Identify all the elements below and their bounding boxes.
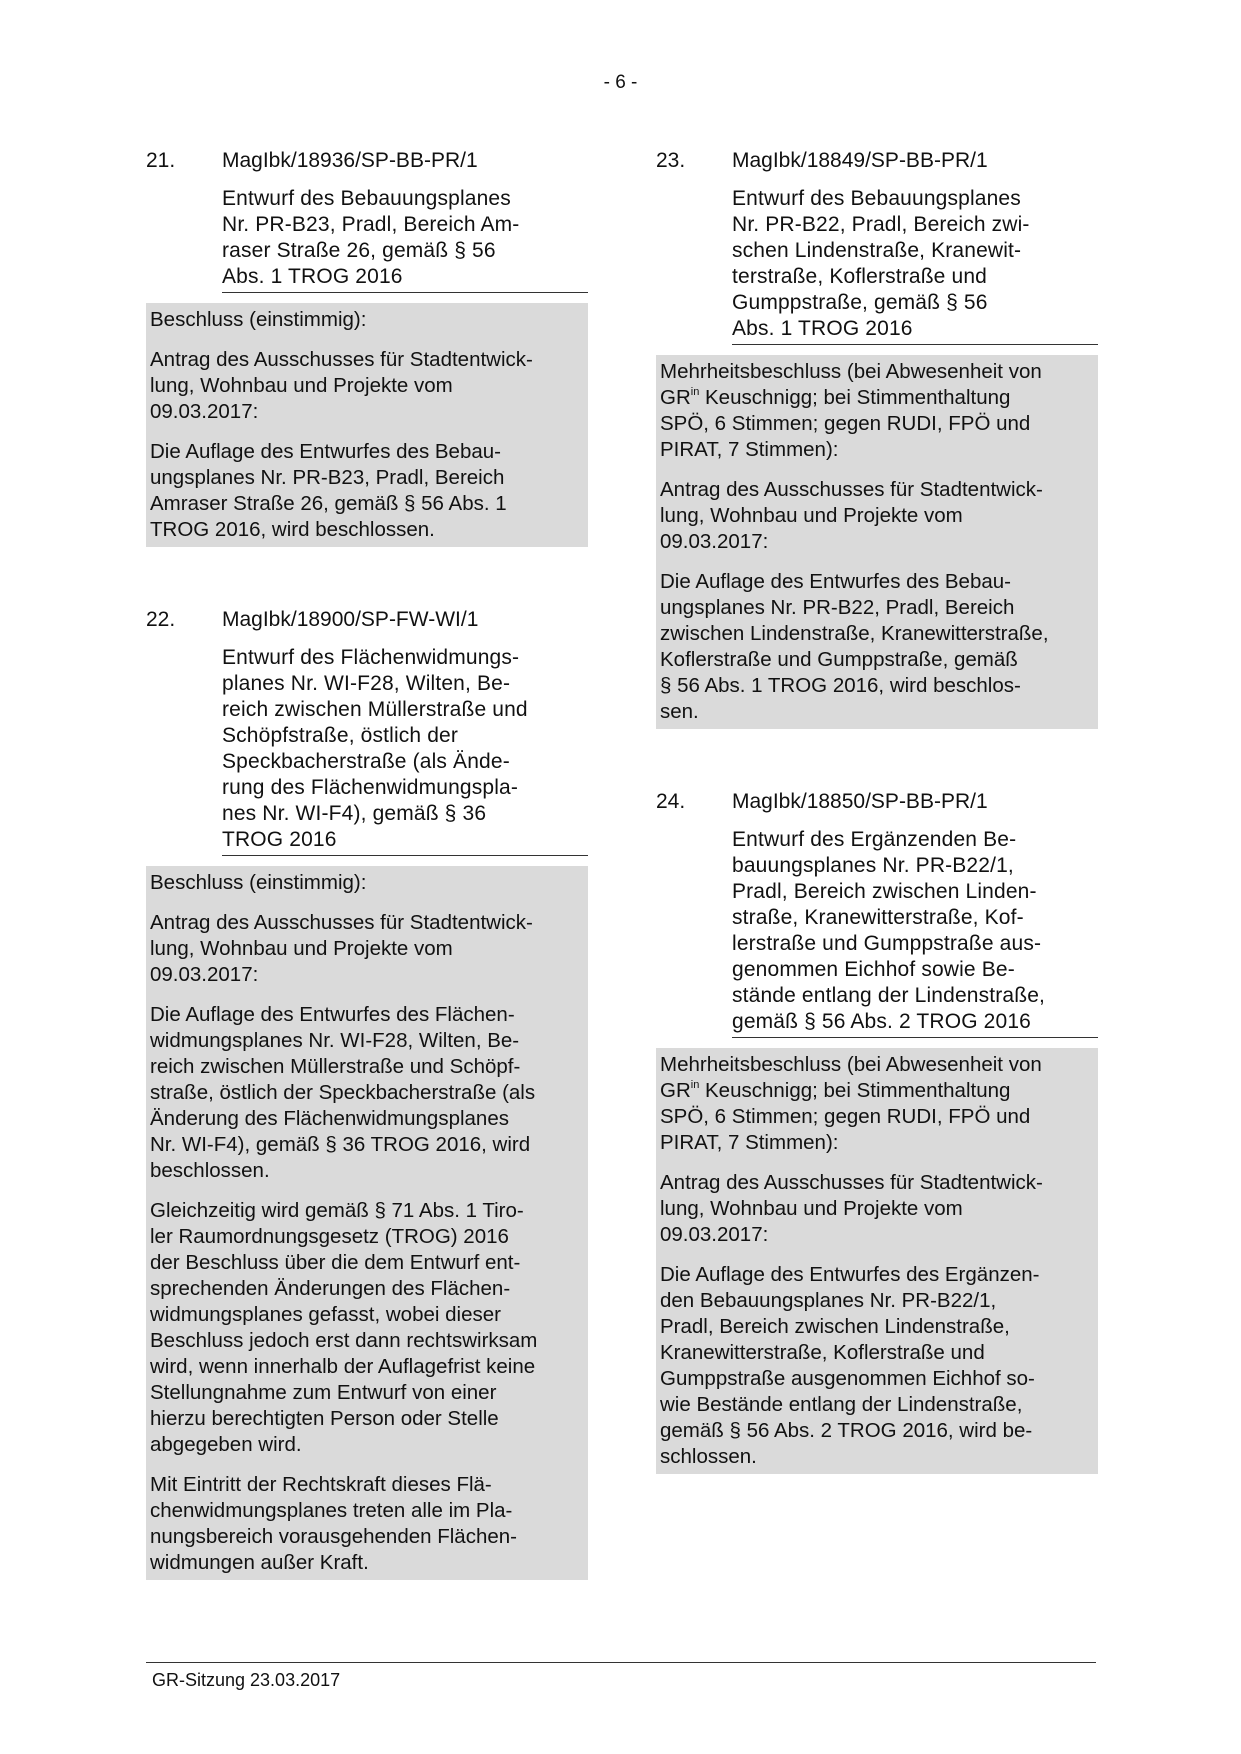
resolution-paragraph: Die Auflage des Entwurfes des Bebau- ungsplanes Nr. PR-B23, Pradl, Bereich Amraser Straße 26, gemäß § 56 Abs. 1 TROG 2016, wird beschlossen. [150, 440, 507, 541]
footer-session-label: GR-Sitzung 23.03.2017 [152, 1670, 341, 1690]
item-code: MagIbk/18850/SP-BB-PR/1 [732, 790, 988, 813]
motion-paragraph: Antrag des Ausschusses für Stadtentwick- lung, Wohnbau und Projekte vom 09.03.2017: [660, 478, 1043, 553]
item-number: 21. [146, 149, 176, 172]
right-column [656, 148, 1098, 1474]
agenda-item-23 [656, 148, 1098, 729]
resolution-paragraph: Die Auflage des Entwurfes des Ergänzen- den Bebauungsplanes Nr. PR-B22/1, Pradl, Bereich zwischen Lindenstraße, Kranewitterstraße, Koflerstraße und Gumppstraße ausgenommen Eichhof so- wie Bestände entlang der Lindenstraße, gemäß § 56 Abs. 2 TROG 2016, wird be- schlossen. [660, 1263, 1040, 1468]
item-code: MagIbk/18900/SP-FW-WI/1 [222, 608, 479, 631]
page-number: - 6 - [603, 72, 638, 93]
decision-block [656, 1048, 1098, 1474]
item-title: Entwurf des Bebauungsplanes Nr. PR-B23, Pradl, Bereich Am- raser Straße 26, gemäß § 56 Abs. 1 TROG 2016 [222, 186, 588, 293]
decision-type: Mehrheitsbeschluss (bei Abwesenheit von $GR^{in}$ Keuschnigg; bei Stimmenthaltung SPÖ, 6 Stimmen; gegen RUDI, FPÖ und PIRAT, 7 Stimmen): [660, 1053, 1042, 1154]
resolution-paragraph: Die Auflage des Entwurfes des Bebau- ungsplanes Nr. PR-B22, Pradl, Bereich zwischen Lindenstraße, Kranewitterstraße, Koflerstraße und Gumppstraße, gemäß § 56 Abs. 1 TROG 2016, wird beschlos- sen. [660, 570, 1049, 723]
motion-paragraph: Antrag des Ausschusses für Stadtentwick- lung, Wohnbau und Projekte vom 09.03.2017: [150, 911, 533, 986]
concurrent-resolution-paragraph: Gleichzeitig wird gemäß § 71 Abs. 1 Tiro- ler Raumordnungsgesetz (TROG) 2016 der Beschluss über die dem Entwurf ent- sprechenden Änderungen des Flächen- widmungsplanes gefasst, wobei dieser Beschluss jedoch erst dann rechtswirksam wird, wenn innerhalb der Auflagefrist keine Stellungnahme zum Entwurf von einer hierzu berechtigten Person oder Stelle abgegeben wird. [150, 1199, 538, 1456]
footer-divider [146, 1662, 1096, 1663]
agenda-item-22 [146, 607, 588, 1580]
left-column [146, 148, 588, 1580]
motion-paragraph: Antrag des Ausschusses für Stadtentwick- lung, Wohnbau und Projekte vom 09.03.2017: [150, 348, 533, 423]
motion-paragraph: Antrag des Ausschusses für Stadtentwick- lung, Wohnbau und Projekte vom 09.03.2017: [660, 1171, 1043, 1246]
item-title: Entwurf des Flächenwidmungs- planes Nr. WI-F28, Wilten, Be- reich zwischen Müllerstraße und Schöpfstraße, östlich der Speckbacherstraße (als Ände- rung des Flächenwidmungspla- nes Nr. WI-F4), gemäß § 36 TROG 2016 [222, 645, 588, 856]
agenda-item-24 [656, 789, 1098, 1474]
decision-block [146, 303, 588, 547]
item-title: Entwurf des Ergänzenden Be- bauungsplanes Nr. PR-B22/1, Pradl, Bereich zwischen Linden- straße, Kranewitterstraße, Kof- lerstraße und Gumppstraße aus- genommen Eichhof sowie Be- stände entlang der Lindenstraße, gemäß § 56 Abs. 2 TROG 2016 [732, 827, 1098, 1038]
decision-block [146, 866, 588, 1580]
item-code: MagIbk/18936/SP-BB-PR/1 [222, 149, 478, 172]
item-code: MagIbk/18849/SP-BB-PR/1 [732, 149, 988, 172]
item-number: 24. [656, 790, 686, 813]
item-number: 22. [146, 608, 176, 631]
decision-type: Beschluss (einstimmig): [150, 308, 367, 331]
agenda-item-21 [146, 148, 588, 547]
item-number: 23. [656, 149, 686, 172]
decision-block [656, 355, 1098, 729]
resolution-paragraph: Die Auflage des Entwurfes des Flächen- widmungsplanes Nr. WI-F28, Wilten, Be- reich zwischen Müllerstraße und Schöpf- straße, östlich der Speckbacherstraße (als Änderung des Flächenwidmungsplanes Nr. WI-F4), gemäß § 36 TROG 2016, wird beschlossen. [150, 1003, 536, 1182]
decision-type: Mehrheitsbeschluss (bei Abwesenheit von $GR^{in}$ Keuschnigg; bei Stimmenthaltung SPÖ, 6 Stimmen; gegen RUDI, FPÖ und PIRAT, 7 Stimmen): [660, 360, 1042, 461]
legal-effect-paragraph: Mit Eintritt der Rechtskraft dieses Flä- chenwidmungsplanes treten alle im Pla- nungsbereich vorausgehenden Flächen- widmungen außer Kraft. [150, 1473, 517, 1574]
item-title: Entwurf des Bebauungsplanes Nr. PR-B22, Pradl, Bereich zwi- schen Lindenstraße, Kranewit- terstraße, Koflerstraße und Gumppstraße, gemäß § 56 Abs. 1 TROG 2016 [732, 186, 1098, 345]
decision-type: Beschluss (einstimmig): [150, 871, 367, 894]
